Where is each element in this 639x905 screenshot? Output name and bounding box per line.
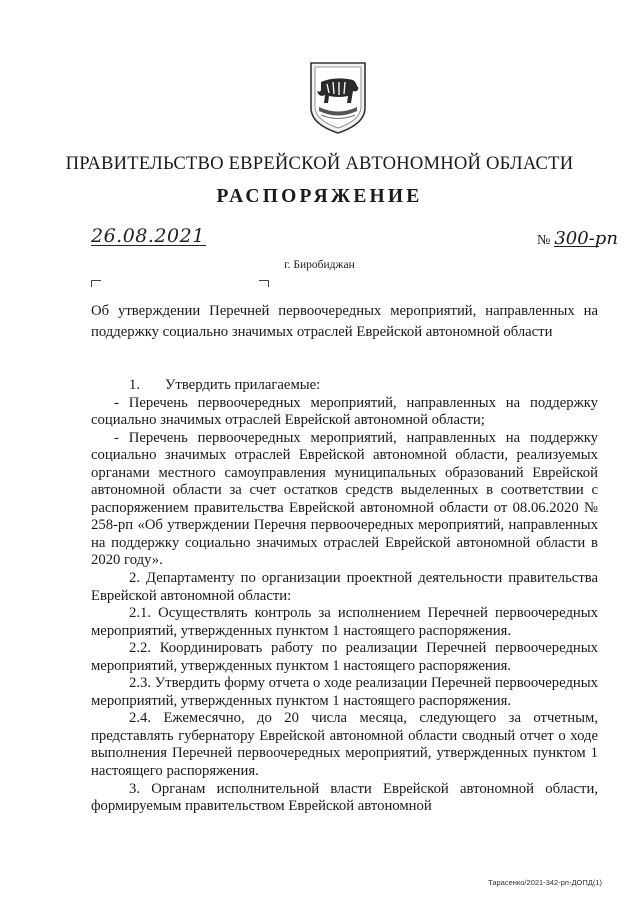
document-body: [91, 377, 598, 816]
subject-corner-left: [91, 280, 101, 287]
paragraph-2-1: 2.1. Осуществлять контроль за исполнением Перечней первоочередных мероприятий, утвержденных пунктом 1 настоящего распоряжения.: [91, 605, 598, 639]
coat-of-arms-icon: [307, 60, 369, 136]
date-handwritten: 26.08.2021: [91, 225, 205, 247]
paragraph-1-text: Утвердить прилагаемые:: [165, 377, 321, 393]
government-title: ПРАВИТЕЛЬСТВО ЕВРЕЙСКОЙ АВТОНОМНОЙ ОБЛАСТИ: [65, 153, 574, 174]
paragraph-1-item-1: - Перечень первоочередных мероприятий, направленных на поддержку социально значимых отраслей Еврейской автономной области;: [91, 394, 598, 429]
paragraph-2: 2. Департаменту по организации проектной деятельности правительства Еврейской автономной области:: [91, 570, 598, 604]
city-label: г. Биробиджан: [284, 259, 355, 271]
number-sign: №: [537, 233, 551, 248]
paragraph-2-2: 2.2. Координировать работу по реализации Перечней первоочередных мероприятий, утвержденных пунктом 1 настоящего распоряжения.: [91, 640, 598, 674]
document-type-title: РАСПОРЯЖЕНИЕ: [216, 186, 423, 207]
paragraph-3: 3. Органам исполнительной власти Еврейской автономной области, формируемым правительством Еврейской автономной: [91, 780, 598, 815]
paragraph-1: [91, 377, 598, 395]
footer-document-code: Тарасенко/2021-342-рп-ДОПД(1): [488, 878, 602, 887]
subject-text: Об утверждении Перечней первоочередных мероприятий, направленных на поддержку социально значимых отраслей Еврейской автономной области: [91, 303, 598, 340]
number-handwritten: 300-рп: [554, 228, 618, 249]
number-underline: [554, 246, 599, 247]
paragraph-2-3: 2.3. Утвердить форму отчета о ходе реализации Перечней первоочередных мероприятий, утвержденных пунктом 1 настоящего распоряжения.: [91, 675, 598, 709]
paragraph-1-item-2: - Перечень первоочередных мероприятий, направленных на поддержку социально значимых отраслей Еврейской автономной области, реализуемых органами местного самоуправления муниципальных образований Еврейской автономной области за счет остатков средств выделенных в соответствии с распоряжением правительства Еврейской автономной области от 08.06.2020 № 258-рп «Об утверждении Перечня первоочередных мероприятий, направленных на поддержку социально значимых отраслей Еврейской автономной области в 2020 году».: [91, 429, 598, 569]
subject-corner-right: [259, 280, 269, 287]
paragraph-1-number: 1.: [129, 377, 141, 393]
document-subject: [91, 301, 598, 343]
date-underline: [91, 245, 206, 246]
paragraph-2-4: 2.4. Ежемесячно, до 20 числа месяца, следующего за отчетным, представлять губернатору Еврейской автономной области сводный отчет о ходе выполнения Перечней первоочередных мероприятий, утвержденных пунктом 1 настоящего распоряжения.: [91, 710, 598, 780]
